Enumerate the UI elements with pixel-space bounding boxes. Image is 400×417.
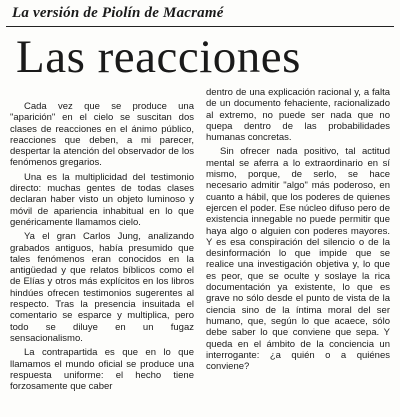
paragraph: Sin ofrecer nada positivo, tal actitud mental se aferra a lo extraordinario en sí mismo, porque, de serlo, se hace necesario admitir "algo" más poderoso, en cuanto a hábil, que los poderes de quienes ejercen el poder. Ese núcleo difuso pero de existencia innegable no puede permitir que haya algo o alguien con poderes mayores. Y es esa conspiración del silencio o de la desinformación lo que impide que se realice una investigación objetiva y, lo que es peor, que se oculte y soslaye la rica documentación ya existente, lo que es grave no sólo desde el punto de vista de la ciencia sino de la íntima moral del ser humano, que, según lo que acaece, sólo debe saber lo que conviene que sepa. Y queda en el ámbito de la conciencia un interrogante: ¿a quién o a quiénes conviene? xyxy=(206,146,390,373)
paragraph: dentro de una explicación racional y, a falta de un documento fehaciente, racionalizado al extremo, no puede ser nada que no quepa dentro de las probabilidades humanas concretas. xyxy=(206,87,390,144)
paragraph: La contrapartida es que en lo que llamamos el mundo oficial se produce una respuesta uniforme: el hecho tiene forzosamente que caber xyxy=(10,347,194,393)
column-kicker: La versión de Piolín de Macramé xyxy=(12,5,224,21)
article-body xyxy=(6,87,394,395)
left-column xyxy=(10,87,194,395)
paragraph: Cada vez que se produce una "aparición" en el cielo se suscitan dos clases de reacciones en el ánimo público, reacciones que deben, a mi parecer, despertar la atención del observador de los fenómenos gregarios. xyxy=(10,101,194,169)
kicker-rule xyxy=(6,26,394,27)
paragraph: Ya el gran Carlos Jung, analizando grabados antiguos, había presumido que tales fenómenos eran conocidos en la antigüedad y que relatos bíblicos como el de Elías y otros más explícitos en los libros hindúes ofrecen testimonios sugerentes al respecto. Tras la presencia insuitada el comentario se esparce y multiplica, pero todo se diluye en un fugaz sensacionalismo. xyxy=(10,231,194,344)
right-column xyxy=(206,87,390,395)
paragraph: Una es la multiplicidad del testimonio directo: muchas gentes de todas clases declaran haber visto un objeto luminoso y móvil de apariencia inhabitual en lo que genéricamente llamamos cielo. xyxy=(10,171,194,228)
headline: Las reacciones xyxy=(16,31,301,83)
